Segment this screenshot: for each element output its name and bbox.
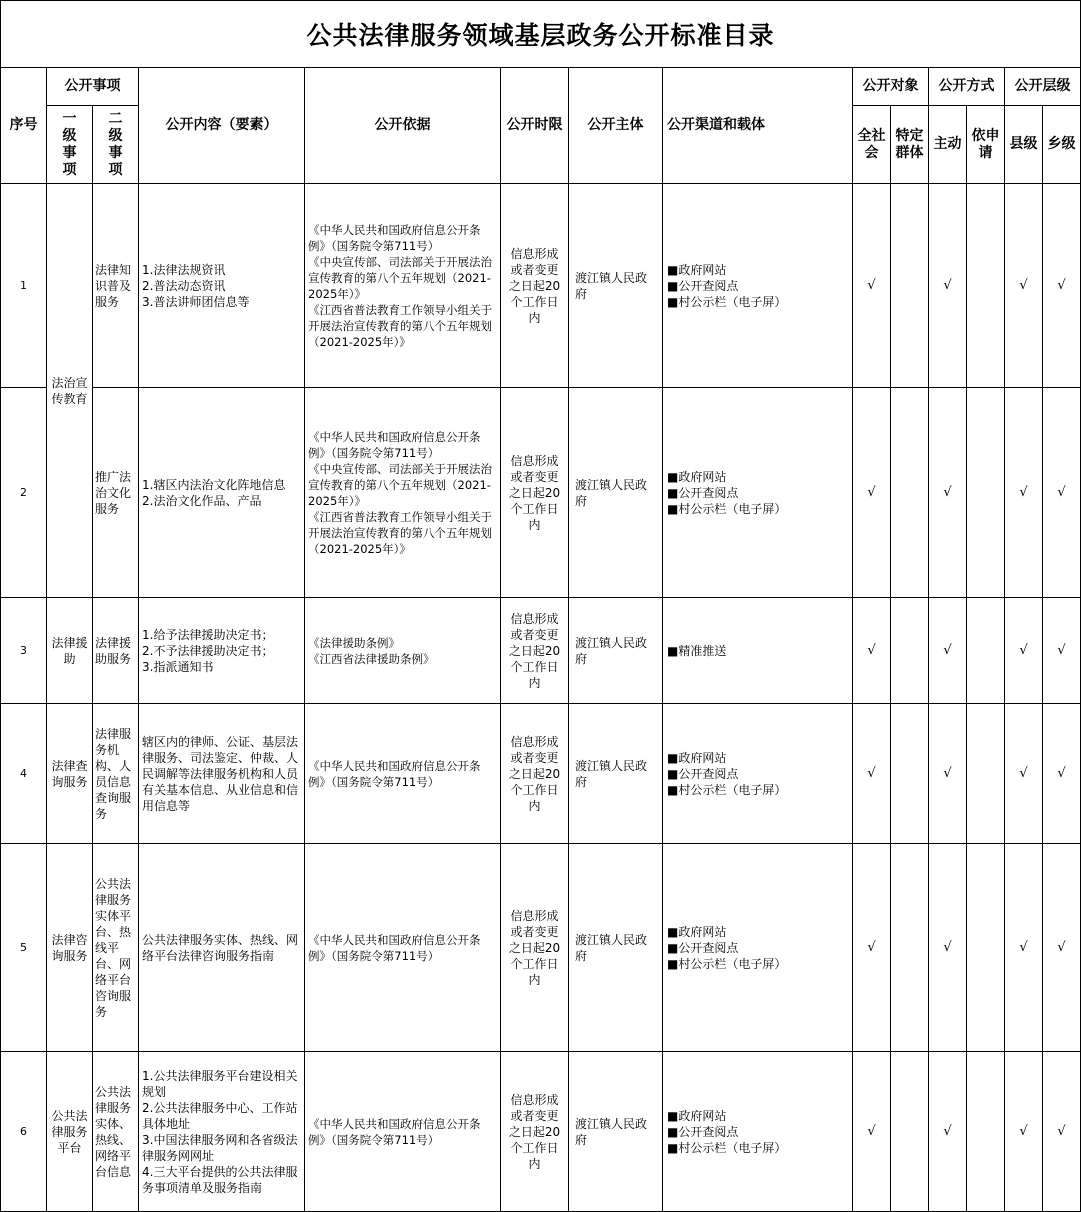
header-matter: 公开事项 <box>47 68 139 106</box>
table-row <box>1 598 1081 704</box>
check-level-town: √ <box>1043 388 1081 598</box>
text-line: 《中华人民共和国政府信息公开条例》（国务院令第711号） <box>308 758 481 789</box>
text-line: 1.给予法律援助决定书； <box>142 627 274 642</box>
text-line: 《法律援助条例》 <box>308 635 400 650</box>
header-basis: 公开依据 <box>305 68 501 184</box>
table-row <box>1 844 1081 1052</box>
header-level2: 二级事项 <box>93 106 139 184</box>
row-seq: 1 <box>1 184 47 388</box>
row-content <box>139 844 305 1052</box>
text-line: ■村公示栏（电子屏） <box>667 782 787 797</box>
text-line: ■政府网站 <box>667 924 727 939</box>
row-level1: 法律援助 <box>47 598 93 704</box>
check-level-town: √ <box>1043 598 1081 704</box>
header-level-town: 乡级 <box>1043 106 1081 184</box>
check-method-apply <box>967 598 1005 704</box>
row-content <box>139 1052 305 1212</box>
header-level1: 一级事项 <box>47 106 93 184</box>
row-channel <box>663 598 853 704</box>
text-line: 《中央宣传部、司法部关于开展法治宣传教育的第八个五年规划（2021-2025年）》 <box>308 461 492 508</box>
text-line: ■村公示栏（电子屏） <box>667 1140 787 1155</box>
row-channel <box>663 184 853 388</box>
check-method-apply <box>967 388 1005 598</box>
header-object: 公开对象 <box>853 68 929 106</box>
header-method-active: 主动 <box>929 106 967 184</box>
text-line: 《中华人民共和国政府信息公开条例》（国务院令第711号） <box>308 429 481 460</box>
page-title: 公共法律服务领域基层政务公开标准目录 <box>1 1 1081 68</box>
check-method-active: √ <box>929 388 967 598</box>
header-level: 公开层级 <box>1005 68 1081 106</box>
header-time-limit: 公开时限 <box>501 68 569 184</box>
check-level-town: √ <box>1043 1052 1081 1212</box>
check-method-active: √ <box>929 184 967 388</box>
check-method-apply <box>967 704 1005 844</box>
row-channel <box>663 704 853 844</box>
row-seq: 2 <box>1 388 47 598</box>
table-row <box>1 704 1081 844</box>
check-object-specific <box>891 388 929 598</box>
row-seq: 5 <box>1 844 47 1052</box>
row-basis <box>305 598 501 704</box>
row-level2: 公共法律服务实体平台、热线平台、网络平台咨询服务 <box>93 844 139 1052</box>
text-line: 2.公共法律服务中心、工作站具体地址 <box>142 1100 298 1131</box>
header-method-apply: 依申请 <box>967 106 1005 184</box>
row-subject: 渡江镇人民政府 <box>569 598 663 704</box>
header-level-county: 县级 <box>1005 106 1043 184</box>
text-line: ■公开查阅点 <box>667 1124 739 1139</box>
header-method: 公开方式 <box>929 68 1005 106</box>
check-object-all: √ <box>853 704 891 844</box>
check-object-specific <box>891 844 929 1052</box>
row-time-limit: 信息形成或者变更之日起20个工作日内 <box>501 598 569 704</box>
row-content <box>139 184 305 388</box>
row-basis <box>305 1052 501 1212</box>
row-time-limit: 信息形成或者变更之日起20个工作日内 <box>501 1052 569 1212</box>
row-level1: 法律咨询服务 <box>47 844 93 1052</box>
check-level-county: √ <box>1005 704 1043 844</box>
text-line: 《江西省普法教育工作领导小组关于开展法治宣传教育的第八个五年规划（2021-2025年）》 <box>308 302 492 349</box>
table-row <box>1 1052 1081 1212</box>
text-line: ■精准推送 <box>667 643 727 658</box>
text-line: ■村公示栏（电子屏） <box>667 501 787 516</box>
header-seq: 序号 <box>1 68 47 184</box>
header-object-all: 全社会 <box>853 106 891 184</box>
header-subject: 公开主体 <box>569 68 663 184</box>
text-line: 3.中国法律服务网和各省级法律服务网网址 <box>142 1132 298 1163</box>
check-level-county: √ <box>1005 844 1043 1052</box>
row-channel <box>663 1052 853 1212</box>
text-line: ■村公示栏（电子屏） <box>667 294 787 309</box>
row-time-limit: 信息形成或者变更之日起20个工作日内 <box>501 844 569 1052</box>
check-object-specific <box>891 598 929 704</box>
header-channel: 公开渠道和载体 <box>663 68 853 184</box>
text-line: 《中央宣传部、司法部关于开展法治宣传教育的第八个五年规划（2021-2025年）》 <box>308 254 492 301</box>
check-object-all: √ <box>853 844 891 1052</box>
row-level2: 推广法治文化服务 <box>93 388 139 598</box>
table-row <box>1 388 1081 598</box>
check-object-all: √ <box>853 1052 891 1212</box>
text-line: ■公开查阅点 <box>667 766 739 781</box>
check-level-county: √ <box>1005 184 1043 388</box>
text-line: ■政府网站 <box>667 469 727 484</box>
check-object-all: √ <box>853 598 891 704</box>
text-line: 2.普法动态资讯 <box>142 278 226 293</box>
check-level-county: √ <box>1005 388 1043 598</box>
text-line: 《中华人民共和国政府信息公开条例》（国务院令第711号） <box>308 1116 481 1147</box>
row-basis <box>305 388 501 598</box>
row-level2: 公共法律服务实体、热线、网络平台信息 <box>93 1052 139 1212</box>
header-object-specific: 特定群体 <box>891 106 929 184</box>
row-basis <box>305 704 501 844</box>
text-line: ■公开查阅点 <box>667 278 739 293</box>
row-time-limit: 信息形成或者变更之日起20个工作日内 <box>501 388 569 598</box>
check-object-specific <box>891 184 929 388</box>
check-level-town: √ <box>1043 704 1081 844</box>
check-method-apply <box>967 184 1005 388</box>
text-line: ■政府网站 <box>667 1108 727 1123</box>
check-object-specific <box>891 1052 929 1212</box>
row-subject: 渡江镇人民政府 <box>569 184 663 388</box>
row-seq: 6 <box>1 1052 47 1212</box>
text-line: 辖区内的律师、公证、基层法律服务、司法鉴定、仲裁、人民调解等法律服务机构和人员有关基本信息、从业信息和信用信息等 <box>142 734 299 813</box>
text-line: ■村公示栏（电子屏） <box>667 956 787 971</box>
row-level1: 法律查询服务 <box>47 704 93 844</box>
check-method-active: √ <box>929 704 967 844</box>
text-line: 2.不予法律援助决定书； <box>142 643 274 658</box>
text-line: ■政府网站 <box>667 262 727 277</box>
check-method-active: √ <box>929 844 967 1052</box>
row-time-limit: 信息形成或者变更之日起20个工作日内 <box>501 704 569 844</box>
row-basis <box>305 844 501 1052</box>
row-subject: 渡江镇人民政府 <box>569 844 663 1052</box>
check-method-active: √ <box>929 1052 967 1212</box>
row-time-limit: 信息形成或者变更之日起20个工作日内 <box>501 184 569 388</box>
row-content <box>139 388 305 598</box>
row-channel <box>663 388 853 598</box>
table-row <box>1 184 1081 388</box>
row-channel <box>663 844 853 1052</box>
check-object-specific <box>891 704 929 844</box>
check-method-apply <box>967 844 1005 1052</box>
text-line: 《中华人民共和国政府信息公开条例》（国务院令第711号） <box>308 222 481 253</box>
row-level1: 法治宣传教育 <box>47 184 93 598</box>
text-line: 1.公共法律服务平台建设相关规划 <box>142 1068 298 1099</box>
row-content <box>139 598 305 704</box>
check-object-all: √ <box>853 184 891 388</box>
row-seq: 4 <box>1 704 47 844</box>
check-level-county: √ <box>1005 1052 1043 1212</box>
text-line: ■公开查阅点 <box>667 940 739 955</box>
text-line: ■政府网站 <box>667 750 727 765</box>
row-basis <box>305 184 501 388</box>
text-line: 3.普法讲师团信息等 <box>142 294 250 309</box>
header-content: 公开内容（要素） <box>139 68 305 184</box>
check-method-active: √ <box>929 598 967 704</box>
row-subject: 渡江镇人民政府 <box>569 388 663 598</box>
check-level-county: √ <box>1005 598 1043 704</box>
text-line: 1.法律法规资讯 <box>142 262 226 277</box>
text-line: ■公开查阅点 <box>667 485 739 500</box>
text-line: 公共法律服务实体、热线、网络平台法律咨询服务指南 <box>142 932 299 963</box>
check-level-town: √ <box>1043 184 1081 388</box>
text-line: 《中华人民共和国政府信息公开条例》（国务院令第711号） <box>308 932 481 963</box>
text-line: 《江西省法律援助条例》 <box>308 651 435 666</box>
text-line: 4.三大平台提供的公共法律服务事项清单及服务指南 <box>142 1164 298 1195</box>
row-subject: 渡江镇人民政府 <box>569 704 663 844</box>
check-object-all: √ <box>853 388 891 598</box>
row-level1: 公共法律服务平台 <box>47 1052 93 1212</box>
row-subject: 渡江镇人民政府 <box>569 1052 663 1212</box>
text-line: 2.法治文化作品、产品 <box>142 493 262 508</box>
check-level-town: √ <box>1043 844 1081 1052</box>
row-seq: 3 <box>1 598 47 704</box>
text-line: 3.指派通知书 <box>142 659 214 674</box>
text-line: 1.辖区内法治文化阵地信息 <box>142 477 286 492</box>
row-level2: 法律知识普及服务 <box>93 184 139 388</box>
row-content <box>139 704 305 844</box>
text-line: 《江西省普法教育工作领导小组关于开展法治宣传教育的第八个五年规划（2021-2025年）》 <box>308 509 492 556</box>
row-level2: 法律援助服务 <box>93 598 139 704</box>
check-method-apply <box>967 1052 1005 1212</box>
row-level2: 法律服务机构、人员信息查询服务 <box>93 704 139 844</box>
